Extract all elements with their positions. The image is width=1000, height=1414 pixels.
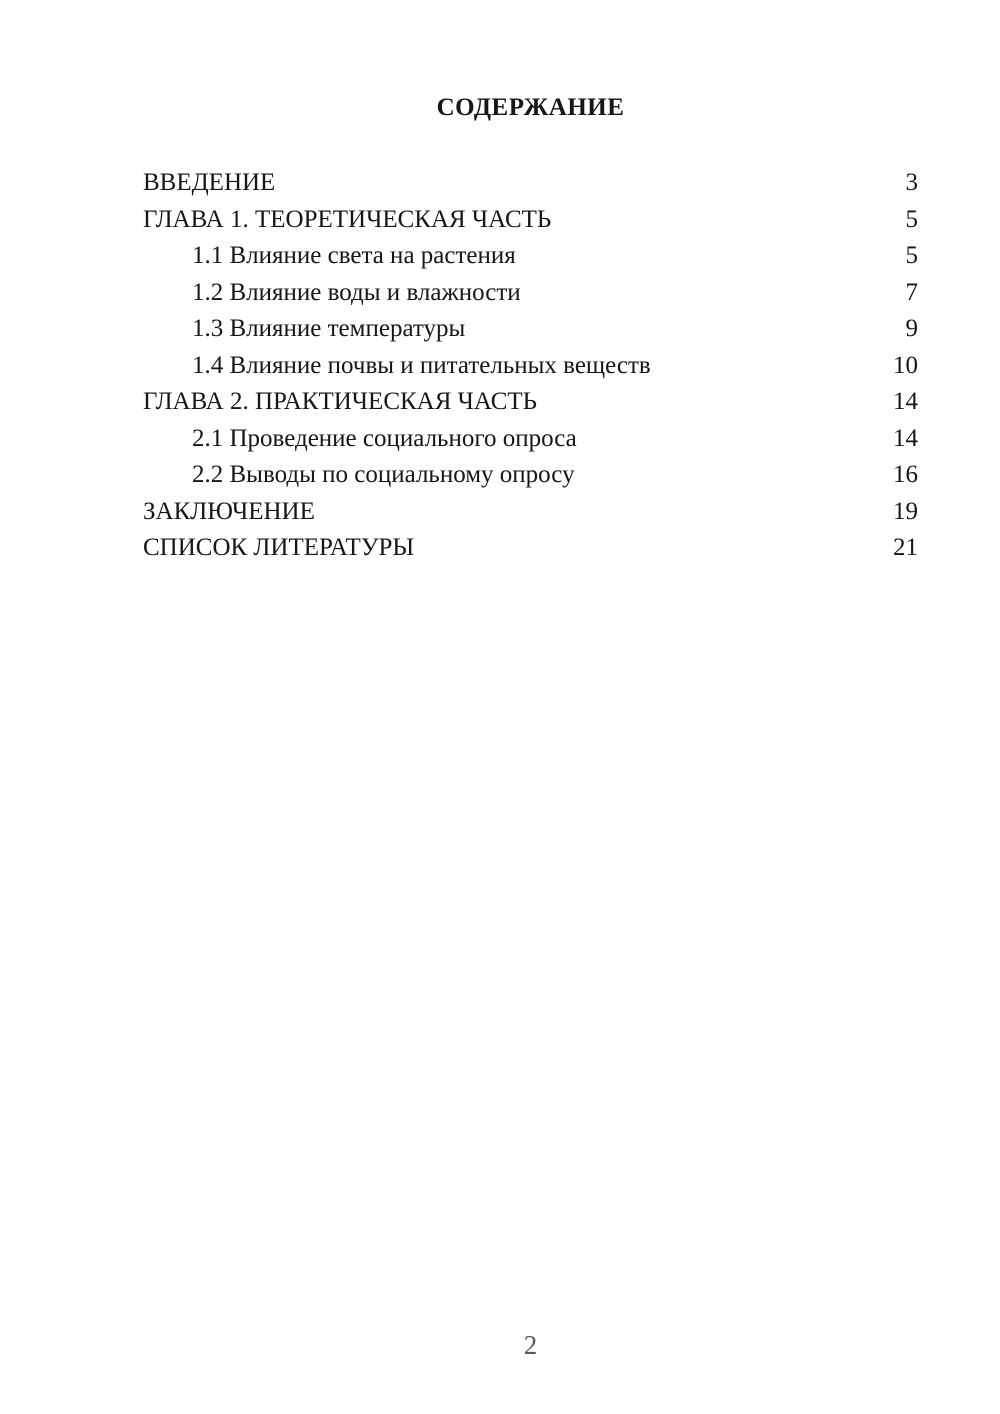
toc-entry-page: 7	[905, 278, 918, 306]
toc-entry	[143, 457, 918, 494]
toc-list	[143, 165, 918, 567]
toc-entry	[143, 275, 918, 312]
toc-entry-page: 19	[893, 497, 918, 525]
toc-entry-page: 14	[893, 424, 918, 452]
toc-entry-label: СПИСОК ЛИТЕРАТУРЫ	[143, 534, 415, 561]
toc-entry	[143, 530, 918, 567]
toc-entry-label: 2.2 Выводы по социальному опросу	[192, 461, 575, 488]
toc-entry-page: 5	[905, 242, 918, 269]
toc-title: СОДЕРЖАНИЕ	[436, 94, 625, 121]
toc-entry-label: ЗАКЛЮЧЕНИЕ	[143, 497, 315, 525]
toc-entry-page: 14	[893, 388, 918, 415]
toc-entry	[143, 238, 918, 275]
toc-entry	[143, 384, 918, 421]
toc-entry-page: 10	[893, 351, 918, 379]
toc-entry-label: 1.1 Влияние света на растения	[192, 242, 516, 269]
toc-entry-page: 16	[893, 461, 918, 488]
toc-entry	[143, 202, 918, 239]
toc-entry	[143, 494, 918, 531]
toc-entry-label: 1.3 Влияние температуры	[192, 315, 466, 342]
toc-entry-label: ГЛАВА 1. ТЕОРЕТИЧЕСКАЯ ЧАСТЬ	[143, 205, 552, 233]
toc-entry-label: ВВЕДЕНИЕ	[143, 169, 276, 196]
toc-entry-page: 9	[905, 315, 918, 342]
toc-entry	[143, 348, 918, 385]
page-content	[143, 0, 918, 567]
toc-entry-label: 1.2 Влияние воды и влажности	[192, 278, 521, 306]
toc-entry	[143, 421, 918, 458]
toc-entry	[143, 165, 918, 202]
toc-entry-label: ГЛАВА 2. ПРАКТИЧЕСКАЯ ЧАСТЬ	[143, 388, 538, 415]
toc-entry-label: 1.4 Влияние почвы и питательных веществ	[192, 351, 651, 379]
toc-entry-page: 21	[893, 534, 918, 561]
page-number: 2	[523, 1330, 538, 1360]
toc-entry	[143, 311, 918, 348]
toc-entry-label: 2.1 Проведение социального опроса	[192, 424, 577, 452]
toc-entry-page: 3	[905, 169, 918, 196]
toc-entry-page: 5	[905, 205, 918, 233]
